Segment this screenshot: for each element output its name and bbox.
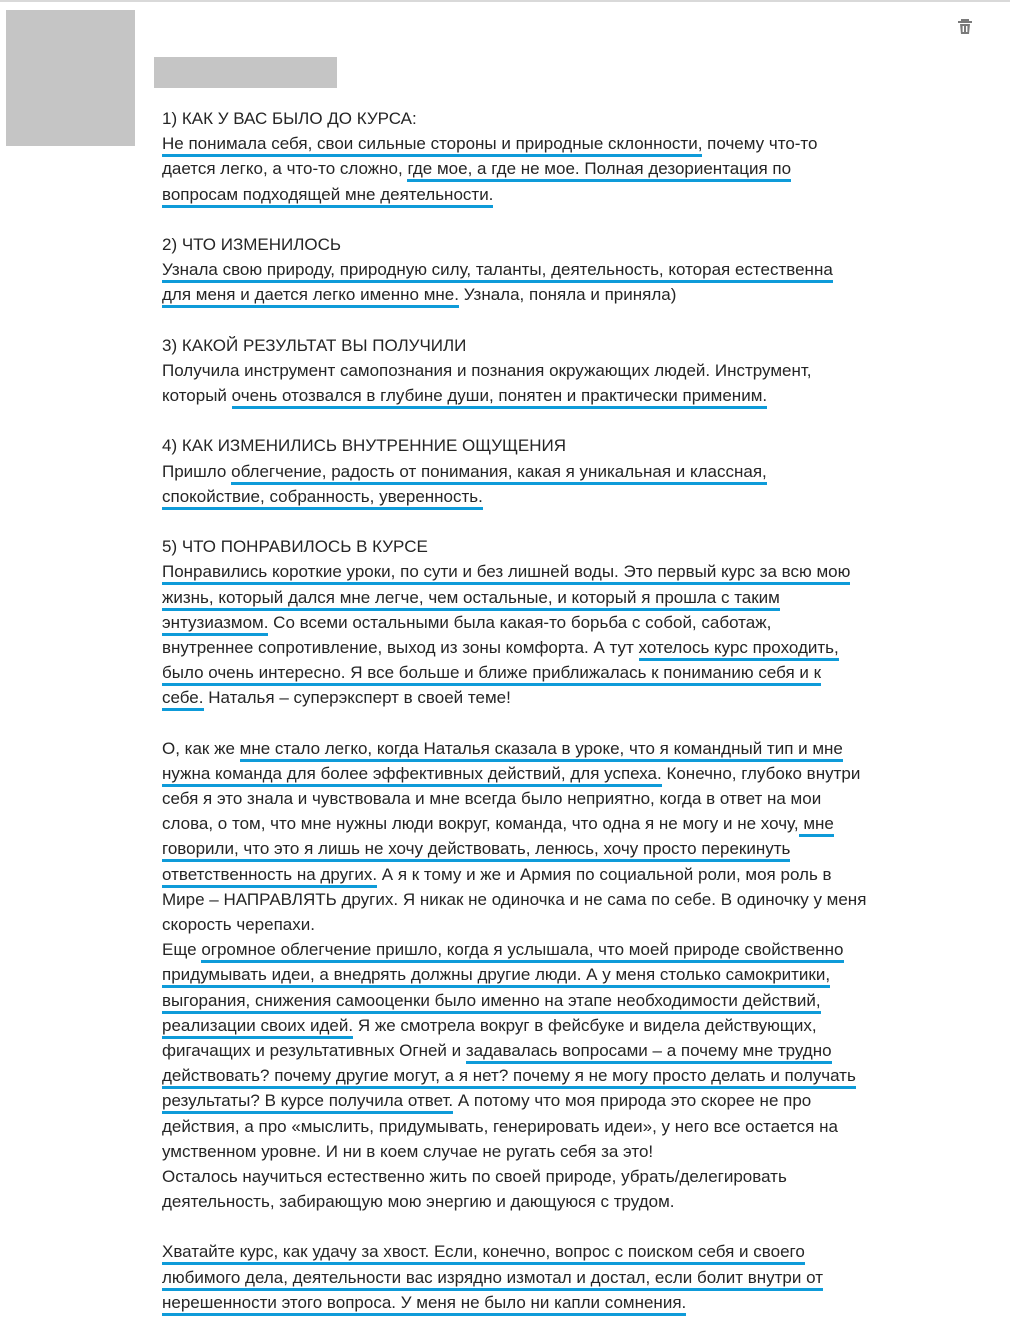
- highlight: говорили, что это я лишь не хочу действовать, ленюсь, хочу просто перекинуть: [162, 839, 790, 862]
- text-line: [162, 484, 922, 509]
- highlight: хотелось курс проходить,: [639, 638, 839, 661]
- text-line: Получила инструмент самопознания и познания окружающих людей. Инструмент,: [162, 360, 812, 380]
- avatar: [6, 10, 135, 146]
- review-text: [162, 106, 922, 1315]
- section-liked: [162, 534, 922, 710]
- text-line: [162, 585, 922, 610]
- highlight: мне: [799, 814, 834, 837]
- section-result: [162, 333, 922, 409]
- highlight: Хватайте курс, как удачу за хвост. Если, конечно, вопрос с поиском себя и своего: [162, 1242, 805, 1265]
- highlight: реализации своих идей.: [162, 1016, 353, 1039]
- text-line: [162, 988, 922, 1013]
- text-line: [162, 1239, 922, 1264]
- top-divider: [0, 0, 1010, 2]
- text-line: Осталось научиться естественно жить по своей природе, убрать/делегировать: [162, 1166, 787, 1186]
- trash-icon[interactable]: [955, 16, 975, 36]
- text-line: фигачащих и результативных Огней и задавалась вопросами – а почему мне трудно: [162, 1038, 922, 1063]
- text-line: себе. Наталья – суперэксперт в своей теме!: [162, 685, 922, 710]
- text-line: ответственность на других. А я к тому и же и Армия по социальной роли, моя роль в: [162, 862, 922, 887]
- text-line: Еще огромное облегчение пришло, когда я услышала, что моей природе свойственно: [162, 937, 922, 962]
- text-line: [162, 1265, 922, 1290]
- highlight: Не понимала себя, свои сильные стороны и природные склонности,: [162, 134, 702, 157]
- section-team-insight: [162, 736, 922, 1215]
- text-line: себя я это знала и чувствовала и мне всегда было неприятно, когда в ответ на мои: [162, 789, 822, 809]
- section-heading: 1) КАК У ВАС БЫЛО ДО КУРСА:: [162, 109, 417, 128]
- author-name-placeholder: [154, 57, 337, 88]
- text-line: нужна команда для более эффективных действий, для успеха. Конечно, глубоко внутри: [162, 761, 922, 786]
- highlight: было очень интересно. Я все больше и ближе приближалась к пониманию себя и к: [162, 663, 821, 686]
- text-line: [162, 1290, 922, 1315]
- highlight: облегчение, радость от понимания, какая я уникальная и классная,: [231, 462, 767, 485]
- highlight: действовать? почему другие могут, а я нет? почему я не могу просто делать и получать: [162, 1066, 856, 1089]
- highlight: очень отозвался в глубине души, понятен и практически применим.: [232, 386, 767, 409]
- section-heading: 2) ЧТО ИЗМЕНИЛОСЬ: [162, 234, 342, 254]
- section-heading: 5) ЧТО ПОНРАВИЛОСЬ В КУРСЕ: [162, 537, 428, 557]
- highlight: энтузиазмом.: [162, 613, 268, 636]
- highlight: нерешенности этого вопроса. У меня не было ни капли сомнения.: [162, 1293, 686, 1316]
- text-line: энтузиазмом. Со всеми остальными была какая-то борьба с собой, саботаж,: [162, 610, 922, 635]
- highlight: жизнь, который дался мне легче, чем остальные, и который я прошла с таким: [162, 588, 780, 611]
- highlight: Узнала свою природу, природную силу, таланты, деятельность, которая естественна: [162, 260, 833, 283]
- highlight: для меня и дается легко именно мне.: [162, 285, 459, 308]
- text-line: [162, 182, 922, 207]
- section-before-course: [162, 106, 922, 207]
- text-line: О, как же мне стало легко, когда Наталья сказала в уроке, что я командный тип и мне: [162, 736, 922, 761]
- highlight: ответственность на других.: [162, 865, 377, 888]
- text-line: слова, о том, что мне нужны люди вокруг, команда, что одна я не могу и не хочу, мне: [162, 811, 922, 836]
- section-feelings: [162, 433, 922, 509]
- highlight: огромное облегчение пришло, когда я услышала, что моей природе свойственно: [201, 940, 843, 963]
- text-line: [162, 660, 922, 685]
- highlight: Понравились короткие уроки, по сути и без лишней воды. Это первый курс за всю мою: [162, 562, 850, 585]
- highlight: выгорания, снижения самооценки было именно на этапе необходимости действий,: [162, 991, 821, 1014]
- text-line: внутреннее сопротивление, выход из зоны комфорта. А тут хотелось курс проходить,: [162, 635, 922, 660]
- section-conclusion: [162, 1239, 922, 1315]
- highlight: где мое, а где не мое. Полная дезориентация по: [407, 159, 791, 182]
- text-line: [162, 559, 922, 584]
- text-line: умственном уровне. И ни в коем случае не ругать себя за это!: [162, 1141, 654, 1161]
- highlight: себе.: [162, 688, 204, 711]
- highlight: вопросам подходящей мне деятельности.: [162, 185, 493, 208]
- text-line: [162, 836, 922, 861]
- text-line: [162, 962, 922, 987]
- text-line: Пришло облегчение, радость от понимания, какая я уникальная и классная,: [162, 459, 922, 484]
- text-line: для меня и дается легко именно мне. Узнала, поняла и приняла): [162, 282, 922, 307]
- highlight: результаты? В курсе получила ответ.: [162, 1091, 453, 1114]
- text-line: действия, а про «мыслить, придумывать, генерировать идеи», у него все остается на: [162, 1116, 838, 1136]
- highlight: нужна команда для более эффективных действий, для успеха.: [162, 764, 662, 787]
- section-what-changed: [162, 232, 922, 308]
- text-line: [162, 257, 922, 282]
- text-line: [162, 1063, 922, 1088]
- text-line: Не понимала себя, свои сильные стороны и природные склонности, почему что-то: [162, 131, 922, 156]
- section-heading: 4) КАК ИЗМЕНИЛИСЬ ВНУТРЕННИЕ ОЩУЩЕНИЯ: [162, 436, 567, 456]
- highlight: спокойствие, собранность, уверенность.: [162, 487, 483, 510]
- highlight: любимого дела, деятельности вас изрядно измотал и достал, если болит внутри от: [162, 1268, 823, 1291]
- text-line: который очень отозвался в глубине души, понятен и практически применим.: [162, 383, 922, 408]
- highlight: придумывать идеи, а внедрять должны другие люди. А у меня столько самокритики,: [162, 965, 830, 988]
- section-heading: 3) КАКОЙ РЕЗУЛЬТАТ ВЫ ПОЛУЧИЛИ: [162, 335, 467, 355]
- text-line: реализации своих идей. Я же смотрела вокруг в фейсбуке и видела действующих,: [162, 1013, 922, 1038]
- text-line: скорость черепахи.: [162, 915, 315, 934]
- text-line: результаты? В курсе получила ответ. А потому что моя природа это скорее не про: [162, 1088, 922, 1113]
- highlight: мне стало легко, когда Наталья сказала в уроке, что я командный тип и мне: [240, 739, 843, 762]
- text-line: дается легко, а что-то сложно, где мое, а где не мое. Полная дезориентация по: [162, 156, 922, 181]
- text-line: Мире – НАПРАВЛЯТЬ других. Я никак не одиночка и не сама по себе. В одиночку у меня: [162, 889, 867, 909]
- highlight: задавалась вопросами – а почему мне трудно: [466, 1041, 832, 1064]
- text-line: деятельность, забирающую мою энергию и дающуюся с трудом.: [162, 1192, 675, 1212]
